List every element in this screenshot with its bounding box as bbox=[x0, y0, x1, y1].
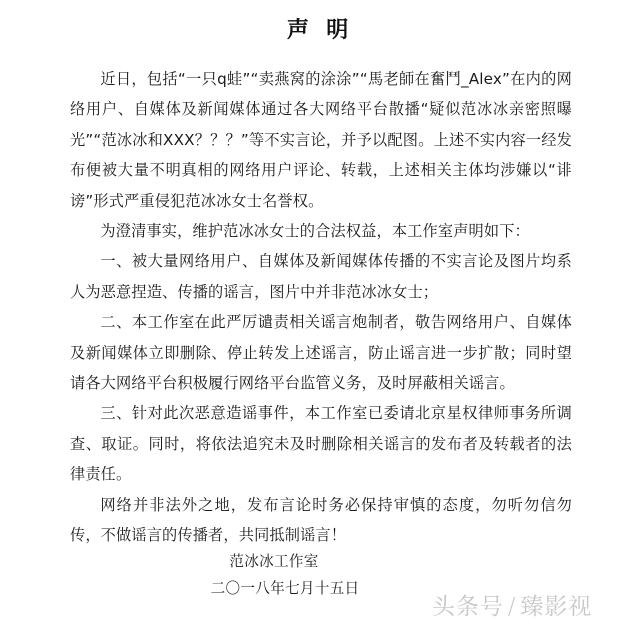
paragraph-closing: 网络并非法外之地，发布言论时务必保持审慎的态度，勿听勿信勿传，不做谣言的传播者，共同抵制谣言！ bbox=[70, 495, 572, 545]
page-title: 声 明 bbox=[286, 18, 354, 43]
watermark-platform: 头条号 bbox=[432, 594, 504, 620]
paragraph-item-one: 一、被大量网络用户、自媒体及新闻媒体传播的不实言论及图片均系人为恶意捏造、传播的谣言，图片中并非范冰冰女士； bbox=[70, 252, 572, 301]
signature-block bbox=[0, 548, 640, 602]
watermark-separator: / bbox=[507, 594, 517, 620]
paragraph-item-three: 三、针对此次恶意造谣事件，本工作室已委请北京星权律师事务所调查、取证。同时，将依法追究未及时删除相关谣言的发布者及转载者的法律责任。 bbox=[70, 404, 572, 484]
signature-date: 二〇一八年七月十五日 bbox=[210, 580, 360, 597]
statement-body bbox=[70, 64, 572, 551]
paragraph-purpose: 为澄清事实，维护范冰冰女士的合法权益，本工作室声明如下： bbox=[100, 222, 530, 241]
signature-studio-name: 范冰冰工作室 bbox=[229, 553, 319, 570]
paragraph-item-two: 二、本工作室在此严厉谴责相关谣言炮制者，敬告网络用户、自媒体及新闻媒体立即删除、停止转发上述谣言，防止谣言进一步扩散；同时望请各大网络平台积极履行网络平台监管义务，及时屏蔽相关谣言。 bbox=[70, 313, 572, 393]
paragraph-opening: 近日，包括“一只q蛙”“卖燕窝的涂涂”“馬老師在奮鬥_Alex”在内的网络用户、自媒体及新闻媒体通过各大网络平台散播“疑似范冰冰亲密照曝光”“范冰冰和XXX？？？”等不实言论，并予以配图。上述不实内容一经发布便被大量不明真相的网络用户评论、转载，上述相关主体均涉嫌以“诽谤”形式严重侵犯范冰冰女士名誉权。 bbox=[70, 70, 572, 210]
watermark-account: 臻影视 bbox=[520, 594, 593, 620]
